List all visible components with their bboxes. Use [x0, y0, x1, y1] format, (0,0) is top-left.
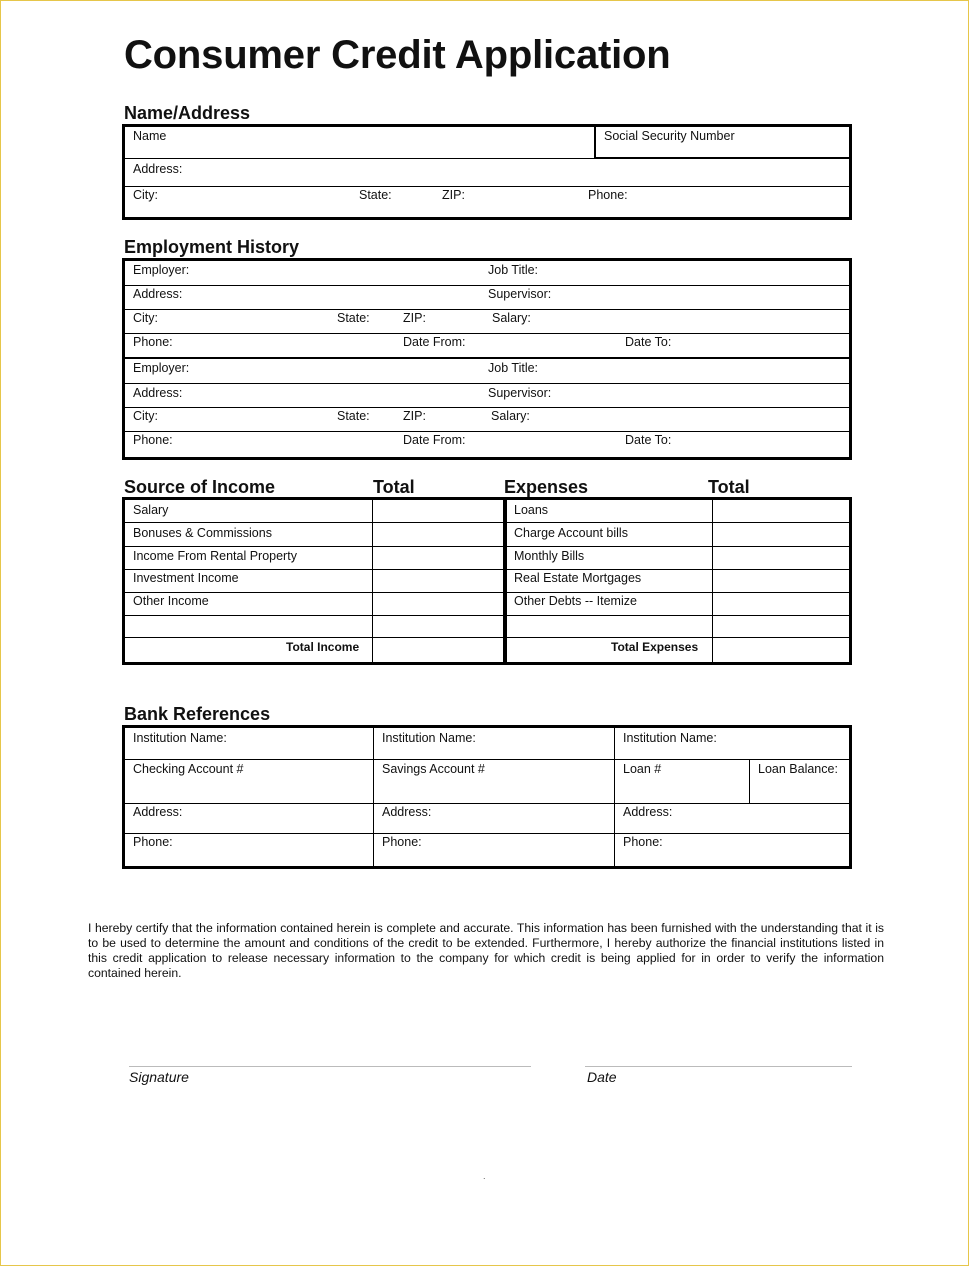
- field-ssn[interactable]: Social Security Number: [604, 129, 735, 143]
- divider: [594, 157, 849, 159]
- divider: [125, 333, 849, 334]
- divider: [125, 309, 849, 310]
- field-employer-zip[interactable]: ZIP:: [403, 409, 426, 423]
- income-row-label: Income From Rental Property: [133, 549, 297, 563]
- expense-row-label: Monthly Bills: [514, 549, 585, 563]
- section-heading-expenses: Expenses: [504, 477, 589, 497]
- field-phone[interactable]: Phone:: [588, 188, 628, 202]
- section-heading-name-address: Name/Address: [124, 103, 251, 123]
- field-supervisor[interactable]: Supervisor:: [488, 386, 552, 400]
- date-line[interactable]: [585, 1066, 852, 1067]
- certification-text: I hereby certify that the information contained herein is complete and accurate. This information has been furnished with the understanding that it is to be used to determine the amount and conditions of the credit to be extended. Furthermore, I hereby authorize the financial institutions listed in this credit application to release necessary information to the company for which credit is being applied for in order to verify the information contained herein.: [88, 921, 884, 980]
- divider: [125, 569, 503, 570]
- field-supervisor[interactable]: Supervisor:: [488, 287, 552, 301]
- field-loan-number[interactable]: Loan #: [623, 762, 662, 776]
- divider: [507, 615, 849, 616]
- field-employer-city[interactable]: City:: [133, 311, 158, 325]
- field-name[interactable]: Name: [133, 129, 167, 143]
- field-employer[interactable]: Employer:: [133, 361, 190, 375]
- employment-box: [122, 258, 852, 460]
- divider: [507, 522, 849, 523]
- divider: [125, 431, 849, 432]
- divider: [749, 760, 750, 804]
- divider: [125, 592, 503, 593]
- field-state[interactable]: State:: [359, 188, 392, 202]
- expenses-total-heading: Total: [708, 477, 750, 497]
- field-job-title[interactable]: Job Title:: [488, 263, 539, 277]
- field-salary[interactable]: Salary:: [492, 311, 531, 325]
- field-bank-address[interactable]: Address:: [382, 805, 432, 819]
- name-address-box: [122, 124, 852, 220]
- field-employer-address[interactable]: Address:: [133, 386, 183, 400]
- field-employer-address[interactable]: Address:: [133, 287, 183, 301]
- divider: [507, 546, 849, 547]
- field-institution-name[interactable]: Institution Name:: [133, 731, 227, 745]
- divider: [125, 546, 503, 547]
- field-city[interactable]: City:: [133, 188, 158, 202]
- date-label: Date: [587, 1069, 617, 1085]
- section-heading-bank: Bank References: [124, 704, 271, 724]
- field-date-from[interactable]: Date From:: [403, 433, 466, 447]
- field-savings-account[interactable]: Savings Account #: [382, 762, 485, 776]
- divider: [125, 759, 849, 760]
- income-row-label: Bonuses & Commissions: [133, 526, 272, 540]
- divider: [125, 522, 503, 523]
- field-employer-phone[interactable]: Phone:: [133, 335, 173, 349]
- divider: [507, 637, 849, 638]
- field-salary[interactable]: Salary:: [491, 409, 530, 423]
- field-institution-name[interactable]: Institution Name:: [623, 731, 717, 745]
- expense-row-label: Real Estate Mortgages: [514, 571, 642, 585]
- divider: [614, 728, 615, 866]
- divider: [125, 615, 503, 616]
- field-employer-state[interactable]: State:: [337, 311, 370, 325]
- field-bank-phone[interactable]: Phone:: [382, 835, 422, 849]
- signature-line[interactable]: [129, 1066, 531, 1067]
- field-zip[interactable]: ZIP:: [442, 188, 465, 202]
- field-address[interactable]: Address:: [133, 162, 183, 176]
- divider: [125, 158, 595, 159]
- expense-row-label: Loans: [514, 503, 549, 517]
- signature-label: Signature: [129, 1069, 189, 1085]
- field-employer-zip[interactable]: ZIP:: [403, 311, 426, 325]
- expense-row-label: Charge Account bills: [514, 526, 628, 540]
- field-employer[interactable]: Employer:: [133, 263, 190, 277]
- income-row-label: Salary: [133, 503, 169, 517]
- divider: [373, 728, 374, 866]
- field-institution-name[interactable]: Institution Name:: [382, 731, 476, 745]
- divider: [125, 803, 849, 804]
- field-loan-balance[interactable]: Loan Balance:: [758, 762, 838, 776]
- divider: [125, 357, 849, 359]
- total-income-label: Total Income: [286, 640, 360, 654]
- divider: [125, 186, 849, 187]
- field-employer-state[interactable]: State:: [337, 409, 370, 423]
- section-heading-income: Source of Income: [124, 477, 276, 497]
- field-bank-address[interactable]: Address:: [623, 805, 673, 819]
- field-bank-address[interactable]: Address:: [133, 805, 183, 819]
- divider: [594, 125, 596, 159]
- field-checking-account[interactable]: Checking Account #: [133, 762, 244, 776]
- field-job-title[interactable]: Job Title:: [488, 361, 539, 375]
- field-employer-city[interactable]: City:: [133, 409, 158, 423]
- divider: [125, 383, 849, 384]
- income-row-label: Investment Income: [133, 571, 239, 585]
- divider: [507, 569, 849, 570]
- field-date-to[interactable]: Date To:: [625, 433, 672, 447]
- income-total-heading: Total: [373, 477, 415, 497]
- bank-references-table: [122, 725, 852, 869]
- divider: [125, 637, 503, 638]
- expense-row-label: Other Debts -- Itemize: [514, 594, 637, 608]
- field-date-to[interactable]: Date To:: [625, 335, 672, 349]
- total-expenses-label: Total Expenses: [611, 640, 699, 654]
- field-bank-phone[interactable]: Phone:: [623, 835, 663, 849]
- income-row-label: Other Income: [133, 594, 209, 608]
- divider: [125, 833, 849, 834]
- field-employer-phone[interactable]: Phone:: [133, 433, 173, 447]
- divider: [507, 592, 849, 593]
- divider: [125, 285, 849, 286]
- field-date-from[interactable]: Date From:: [403, 335, 466, 349]
- divider: [125, 407, 849, 408]
- page-title: Consumer Credit Application: [124, 33, 671, 77]
- section-heading-employment: Employment History: [124, 237, 300, 257]
- footer-dot: .: [483, 1171, 486, 1181]
- field-bank-phone[interactable]: Phone:: [133, 835, 173, 849]
